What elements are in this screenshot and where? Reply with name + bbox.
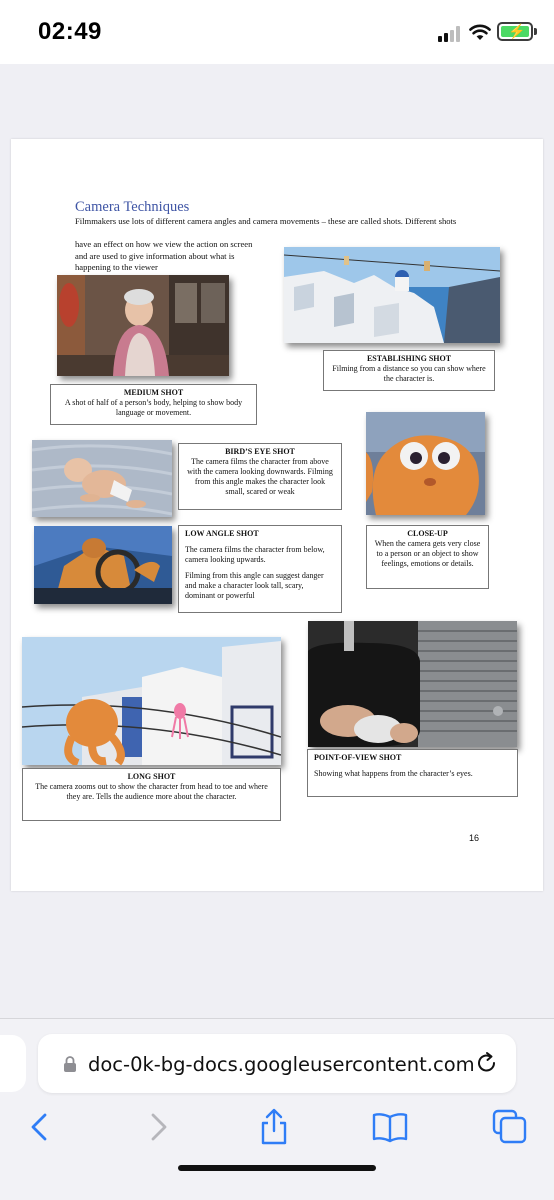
browser-toolbar — [0, 1018, 554, 1200]
reload-icon[interactable] — [474, 1050, 500, 1076]
battery-icon: ⚡ — [497, 22, 533, 41]
medium-shot-text: A shot of half of a person’s body, helping to show body language or movement. — [64, 398, 243, 417]
medium-shot-image — [57, 275, 229, 376]
low-angle-text-1: The camera films the character from below, camera looking upwards. — [185, 545, 325, 564]
low-angle-caption — [178, 525, 342, 613]
battery-tip — [534, 28, 537, 35]
long-shot-image — [22, 637, 281, 765]
birds-eye-text: The camera films the character from above with the camera looking downwards. Filming from this angle makes the character look small, scared or weak — [187, 457, 333, 496]
lock-icon — [63, 1055, 77, 1073]
low-angle-text-2: Filming from this angle can suggest danger and make a character look tall, scary, dominant or powerful — [185, 571, 324, 600]
intro-line-1: Filmmakers use lots of different camera angles and camera movements – these are called shots. Different shots — [75, 216, 457, 226]
previous-tab-preview[interactable] — [0, 1035, 26, 1092]
medium-shot-caption — [50, 384, 257, 425]
close-up-caption — [366, 525, 489, 589]
long-shot-text: The camera zooms out to show the character from head to toe and where they are. Tells the audience more about the character. — [35, 782, 268, 801]
point-of-view-heading: POINT-OF-VIEW SHOT — [314, 753, 402, 762]
establishing-shot-text: Filming from a distance so you can show where the character is. — [332, 364, 486, 383]
status-bar — [0, 0, 554, 64]
establishing-shot-caption — [323, 350, 495, 391]
tabs-icon[interactable] — [490, 1107, 530, 1147]
share-icon[interactable] — [254, 1107, 294, 1147]
close-up-text: When the camera gets very close to a person or an object to show feelings, emotions or details. — [374, 539, 481, 568]
status-time: 02:49 — [38, 18, 102, 45]
close-up-heading: CLOSE-UP — [407, 529, 448, 538]
intro-line-2: have an effect on how we view the action on screen — [75, 239, 253, 249]
birds-eye-caption — [178, 443, 342, 510]
long-shot-heading: LONG SHOT — [127, 772, 176, 781]
bookmarks-icon[interactable] — [370, 1107, 410, 1147]
back-icon[interactable] — [20, 1107, 60, 1147]
medium-shot-heading: MEDIUM SHOT — [123, 388, 184, 397]
establishing-shot-image — [284, 247, 500, 343]
cellular-signal-icon — [438, 26, 464, 42]
low-angle-heading: LOW ANGLE SHOT — [185, 529, 259, 538]
point-of-view-shot-image — [308, 621, 517, 747]
birds-eye-shot-image — [32, 440, 172, 517]
forward-icon[interactable] — [138, 1107, 178, 1147]
point-of-view-caption — [307, 749, 518, 797]
close-up-shot-image — [366, 412, 485, 515]
url-text[interactable]: doc-0k-bg-docs.googleusercontent.com — [88, 1053, 475, 1076]
intro-text — [75, 239, 265, 274]
page-title: Camera Techniques — [75, 199, 190, 215]
intro-line-4: happening to the viewer — [75, 262, 158, 272]
intro-line-3: and are used to give information about what is — [75, 250, 235, 261]
low-angle-shot-image — [34, 526, 172, 604]
document-page — [11, 139, 543, 891]
birds-eye-heading: BIRD’S EYE SHOT — [225, 447, 295, 456]
home-indicator[interactable] — [178, 1165, 376, 1171]
wifi-icon — [468, 22, 492, 42]
page-number: 16 — [469, 833, 480, 843]
point-of-view-text: Showing what happens from the character’s eyes. — [314, 769, 473, 778]
long-shot-caption — [22, 768, 281, 821]
address-bar[interactable] — [38, 1034, 516, 1093]
establishing-shot-heading: ESTABLISHING SHOT — [366, 354, 452, 363]
